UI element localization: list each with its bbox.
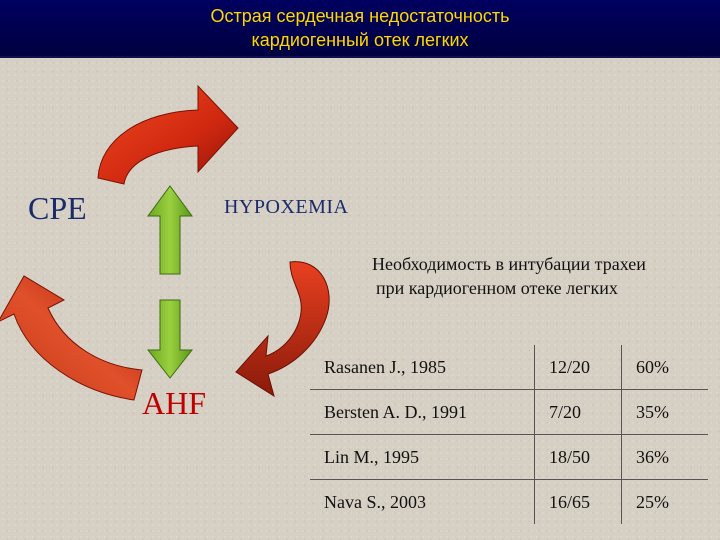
- intubation-note-line-2: при кардиогенном отеке легких: [376, 278, 618, 298]
- green-arrow-up: [148, 186, 192, 274]
- percent-cell: 36%: [622, 435, 709, 480]
- title-line-2: кардиогенный отек легких: [251, 30, 469, 50]
- table-row: [310, 390, 708, 435]
- table-row: [310, 345, 708, 390]
- node-ahf: AHF: [142, 385, 207, 421]
- percent-cell: 35%: [622, 390, 709, 435]
- study-cell: Lin M., 1995: [324, 446, 420, 467]
- table-row: [310, 435, 708, 480]
- title-line-1: Острая сердечная недостаточность: [210, 6, 510, 26]
- node-cpe: CPE: [28, 190, 87, 226]
- percent-cell: 25%: [622, 480, 709, 525]
- intubation-note: [372, 252, 646, 300]
- curved-arrow-left: [0, 276, 142, 400]
- study-cell: Rasanen J., 1985: [324, 356, 446, 377]
- ratio-cell: 16/65: [535, 480, 622, 525]
- curved-arrow-top: [98, 86, 238, 184]
- node-hypoxemia: HYPOXEMIA: [224, 196, 349, 218]
- intubation-table: [310, 345, 708, 524]
- ratio-cell: 18/50: [535, 435, 622, 480]
- study-cell: Bersten A. D., 1991: [324, 401, 467, 422]
- study-cell: Nava S., 2003: [324, 491, 426, 512]
- green-arrow-down: [148, 300, 192, 378]
- ratio-cell: 12/20: [535, 345, 622, 390]
- table-row: [310, 480, 708, 525]
- intubation-note-line-1: Необходимость в интубации трахеи: [372, 254, 646, 274]
- percent-cell: 60%: [622, 345, 709, 390]
- ratio-cell: 7/20: [535, 390, 622, 435]
